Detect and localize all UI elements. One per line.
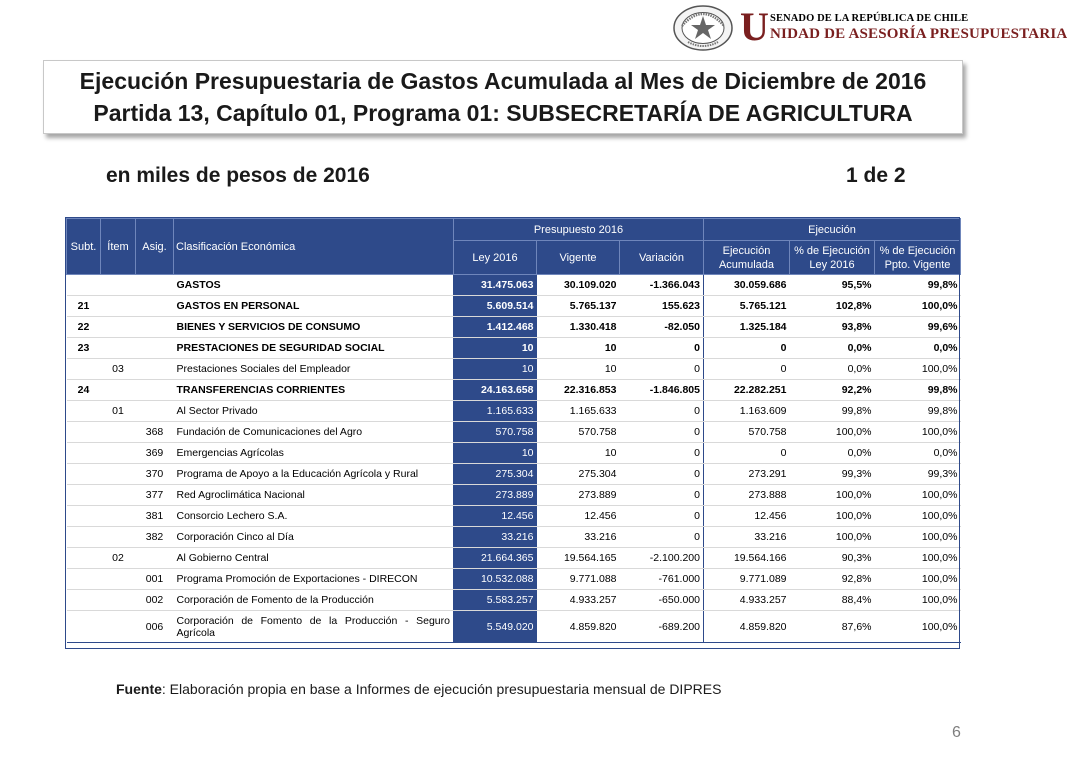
- cell-ley: 33.216: [454, 527, 537, 548]
- table-row: [67, 317, 961, 338]
- cell-vigente: 1.165.633: [537, 401, 620, 422]
- cell-variacion: 0: [620, 485, 704, 506]
- cell-clasificacion: Consorcio Lechero S.A.: [174, 506, 454, 527]
- cell-ejecucion: 12.456: [704, 506, 790, 527]
- cell-clasificacion: Fundación de Comunicaciones del Agro: [174, 422, 454, 443]
- cell-item: [101, 275, 136, 296]
- cell-pct-ley: 100,0%: [790, 422, 875, 443]
- cell-ley: 5.583.257: [454, 590, 537, 611]
- cell-ejecucion: 570.758: [704, 422, 790, 443]
- cell-variacion: -761.000: [620, 569, 704, 590]
- cell-asig: [136, 317, 174, 338]
- cell-subt: [67, 275, 101, 296]
- cell-subt: [67, 548, 101, 569]
- cell-pct-ley: 87,6%: [790, 611, 875, 643]
- cell-pct-vigente: 100,0%: [875, 296, 961, 317]
- page-number: 6: [952, 724, 961, 741]
- col-header-subt: Subt.: [67, 219, 101, 275]
- cell-asig: [136, 401, 174, 422]
- col-header-ejecucion-acumulada: Ejecución Acumulada: [704, 241, 790, 275]
- title-box: [43, 60, 963, 134]
- cell-pct-ley: 100,0%: [790, 527, 875, 548]
- cell-vigente: 19.564.165: [537, 548, 620, 569]
- cell-variacion: 0: [620, 506, 704, 527]
- table-body: [67, 275, 961, 643]
- cell-ley: 5.609.514: [454, 296, 537, 317]
- cell-subt: [67, 443, 101, 464]
- col-header-asig: Asig.: [136, 219, 174, 275]
- cell-clasificacion: GASTOS: [174, 275, 454, 296]
- cell-clasificacion: Programa Promoción de Exportaciones - DIRECON: [174, 569, 454, 590]
- table-row: [67, 548, 961, 569]
- cell-ley: 273.889: [454, 485, 537, 506]
- cell-clasificacion: Corporación de Fomento de la Producción - Seguro Agrícola: [174, 611, 454, 643]
- cell-pct-ley: 93,8%: [790, 317, 875, 338]
- cell-ejecucion: 273.291: [704, 464, 790, 485]
- cell-vigente: 30.109.020: [537, 275, 620, 296]
- cell-ejecucion: 273.888: [704, 485, 790, 506]
- senate-seal-icon: [672, 4, 734, 52]
- cell-variacion: 0: [620, 464, 704, 485]
- cell-subt: [67, 359, 101, 380]
- cell-variacion: -1.366.043: [620, 275, 704, 296]
- logo-letter: U: [740, 4, 769, 49]
- cell-variacion: 0: [620, 443, 704, 464]
- cell-pct-ley: 0,0%: [790, 338, 875, 359]
- cell-ejecucion: 19.564.166: [704, 548, 790, 569]
- cell-pct-vigente: 100,0%: [875, 611, 961, 643]
- group-header-ejecucion: Ejecución: [704, 219, 961, 241]
- cell-asig: 381: [136, 506, 174, 527]
- cell-pct-ley: 100,0%: [790, 485, 875, 506]
- group-header-presupuesto: Presupuesto 2016: [454, 219, 704, 241]
- table-row: [67, 506, 961, 527]
- cell-ley: 1.412.468: [454, 317, 537, 338]
- cell-vigente: 9.771.088: [537, 569, 620, 590]
- cell-pct-vigente: 100,0%: [875, 485, 961, 506]
- cell-pct-ley: 102,8%: [790, 296, 875, 317]
- cell-ejecucion: 0: [704, 359, 790, 380]
- cell-vigente: 10: [537, 443, 620, 464]
- cell-variacion: -82.050: [620, 317, 704, 338]
- cell-clasificacion: Al Gobierno Central: [174, 548, 454, 569]
- cell-variacion: -2.100.200: [620, 548, 704, 569]
- cell-ejecucion: 4.933.257: [704, 590, 790, 611]
- cell-ley: 1.165.633: [454, 401, 537, 422]
- cell-item: [101, 296, 136, 317]
- cell-item: [101, 569, 136, 590]
- cell-pct-vigente: 100,0%: [875, 527, 961, 548]
- col-header-clasificacion: Clasificación Económica: [174, 219, 454, 275]
- cell-asig: 006: [136, 611, 174, 643]
- table-row: [67, 485, 961, 506]
- cell-item: [101, 611, 136, 643]
- cell-subt: 24: [67, 380, 101, 401]
- cell-item: [101, 317, 136, 338]
- page-of-label: 1 de 2: [846, 164, 906, 187]
- cell-item: [101, 380, 136, 401]
- table-row: [67, 380, 961, 401]
- cell-clasificacion: Red Agroclimática Nacional: [174, 485, 454, 506]
- cell-clasificacion: Programa de Apoyo a la Educación Agrícola y Rural: [174, 464, 454, 485]
- cell-asig: 369: [136, 443, 174, 464]
- cell-ley: 5.549.020: [454, 611, 537, 643]
- cell-pct-vigente: 100,0%: [875, 590, 961, 611]
- cell-ejecucion: 33.216: [704, 527, 790, 548]
- logo-unit-text: NIDAD DE ASESORÍA PRESUPUESTARIA: [770, 26, 1067, 42]
- table-row: [67, 275, 961, 296]
- cell-ley: 24.163.658: [454, 380, 537, 401]
- table-row: [67, 422, 961, 443]
- title-line-1: Ejecución Presupuestaria de Gastos Acumulada al Mes de Diciembre de 2016: [79, 68, 927, 94]
- cell-pct-vigente: 99,8%: [875, 380, 961, 401]
- cell-item: [101, 443, 136, 464]
- source-note: [116, 681, 721, 697]
- col-header-vigente: Vigente: [537, 241, 620, 275]
- cell-ejecucion: 30.059.686: [704, 275, 790, 296]
- cell-clasificacion: Corporación Cinco al Día: [174, 527, 454, 548]
- cell-item: 03: [101, 359, 136, 380]
- cell-vigente: 22.316.853: [537, 380, 620, 401]
- cell-subt: [67, 401, 101, 422]
- cell-variacion: 0: [620, 338, 704, 359]
- cell-item: 01: [101, 401, 136, 422]
- cell-ley: 10: [454, 443, 537, 464]
- cell-asig: [136, 548, 174, 569]
- cell-pct-ley: 99,8%: [790, 401, 875, 422]
- cell-variacion: 0: [620, 401, 704, 422]
- cell-vigente: 1.330.418: [537, 317, 620, 338]
- cell-variacion: 155.623: [620, 296, 704, 317]
- cell-vigente: 33.216: [537, 527, 620, 548]
- cell-pct-ley: 0,0%: [790, 359, 875, 380]
- cell-clasificacion: Corporación de Fomento de la Producción: [174, 590, 454, 611]
- cell-ejecucion: 1.325.184: [704, 317, 790, 338]
- cell-subt: [67, 611, 101, 643]
- cell-asig: 382: [136, 527, 174, 548]
- cell-subt: [67, 527, 101, 548]
- cell-vigente: 275.304: [537, 464, 620, 485]
- table-row: [67, 443, 961, 464]
- cell-pct-vigente: 99,8%: [875, 275, 961, 296]
- cell-clasificacion: PRESTACIONES DE SEGURIDAD SOCIAL: [174, 338, 454, 359]
- col-header-pct-ley: % de Ejecución Ley 2016: [790, 241, 875, 275]
- cell-pct-vigente: 100,0%: [875, 548, 961, 569]
- cell-pct-ley: 0,0%: [790, 443, 875, 464]
- cell-pct-vigente: 0,0%: [875, 338, 961, 359]
- cell-item: [101, 338, 136, 359]
- cell-item: 02: [101, 548, 136, 569]
- cell-vigente: 273.889: [537, 485, 620, 506]
- cell-pct-vigente: 100,0%: [875, 422, 961, 443]
- cell-vigente: 4.933.257: [537, 590, 620, 611]
- cell-item: [101, 422, 136, 443]
- col-header-ley: Ley 2016: [454, 241, 537, 275]
- col-header-item: Ítem: [101, 219, 136, 275]
- cell-variacion: -650.000: [620, 590, 704, 611]
- cell-vigente: 4.859.820: [537, 611, 620, 643]
- header-logo: [672, 4, 1067, 52]
- source-text: : Elaboración propia en base a Informes de ejecución presupuestaria mensual de DIPRES: [161, 681, 722, 697]
- cell-ejecucion: 5.765.121: [704, 296, 790, 317]
- cell-pct-ley: 92,2%: [790, 380, 875, 401]
- cell-asig: [136, 380, 174, 401]
- cell-ejecucion: 0: [704, 338, 790, 359]
- cell-asig: 377: [136, 485, 174, 506]
- cell-pct-vigente: 99,3%: [875, 464, 961, 485]
- cell-item: [101, 527, 136, 548]
- logo-senate-text: SENADO DE LA REPÚBLICA DE CHILE: [770, 13, 969, 24]
- cell-subt: [67, 569, 101, 590]
- cell-item: [101, 590, 136, 611]
- cell-variacion: -1.846.805: [620, 380, 704, 401]
- source-label: Fuente: [116, 681, 162, 697]
- col-header-variacion: Variación: [620, 241, 704, 275]
- cell-asig: 370: [136, 464, 174, 485]
- table-row: [67, 569, 961, 590]
- cell-ley: 12.456: [454, 506, 537, 527]
- cell-ley: 570.758: [454, 422, 537, 443]
- cell-pct-ley: 99,3%: [790, 464, 875, 485]
- cell-subt: [67, 464, 101, 485]
- cell-pct-ley: 90,3%: [790, 548, 875, 569]
- cell-asig: [136, 338, 174, 359]
- table-row: [67, 401, 961, 422]
- cell-variacion: -689.200: [620, 611, 704, 643]
- cell-asig: 002: [136, 590, 174, 611]
- cell-variacion: 0: [620, 422, 704, 443]
- cell-pct-vigente: 100,0%: [875, 506, 961, 527]
- cell-vigente: 12.456: [537, 506, 620, 527]
- cell-pct-ley: 100,0%: [790, 506, 875, 527]
- table-row: [67, 590, 961, 611]
- cell-subt: 23: [67, 338, 101, 359]
- cell-subt: 22: [67, 317, 101, 338]
- cell-asig: 368: [136, 422, 174, 443]
- cell-pct-vigente: 99,8%: [875, 401, 961, 422]
- cell-clasificacion: Al Sector Privado: [174, 401, 454, 422]
- cell-subt: [67, 485, 101, 506]
- cell-ley: 10.532.088: [454, 569, 537, 590]
- cell-ley: 31.475.063: [454, 275, 537, 296]
- cell-pct-ley: 95,5%: [790, 275, 875, 296]
- cell-vigente: 10: [537, 338, 620, 359]
- cell-pct-ley: 92,8%: [790, 569, 875, 590]
- cell-asig: [136, 359, 174, 380]
- cell-item: [101, 506, 136, 527]
- table-row: [67, 464, 961, 485]
- cell-pct-vigente: 0,0%: [875, 443, 961, 464]
- cell-ejecucion: 22.282.251: [704, 380, 790, 401]
- cell-asig: 001: [136, 569, 174, 590]
- cell-ley: 21.664.365: [454, 548, 537, 569]
- cell-ejecucion: 9.771.089: [704, 569, 790, 590]
- cell-vigente: 570.758: [537, 422, 620, 443]
- cell-pct-vigente: 100,0%: [875, 569, 961, 590]
- cell-pct-ley: 88,4%: [790, 590, 875, 611]
- cell-ley: 10: [454, 338, 537, 359]
- cell-subt: [67, 590, 101, 611]
- cell-clasificacion: BIENES Y SERVICIOS DE CONSUMO: [174, 317, 454, 338]
- cell-variacion: 0: [620, 527, 704, 548]
- table-row: [67, 338, 961, 359]
- table-row: [67, 611, 961, 643]
- cell-subt: [67, 506, 101, 527]
- cell-ejecucion: 1.163.609: [704, 401, 790, 422]
- table-row: [67, 296, 961, 317]
- cell-variacion: 0: [620, 359, 704, 380]
- cell-ejecucion: 0: [704, 443, 790, 464]
- cell-clasificacion: Emergencias Agrícolas: [174, 443, 454, 464]
- cell-asig: [136, 296, 174, 317]
- cell-vigente: 5.765.137: [537, 296, 620, 317]
- cell-ley: 10: [454, 359, 537, 380]
- cell-clasificacion: TRANSFERENCIAS CORRIENTES: [174, 380, 454, 401]
- col-header-pct-vigente: % de Ejecución Ppto. Vigente: [875, 241, 961, 275]
- cell-item: [101, 464, 136, 485]
- cell-item: [101, 485, 136, 506]
- budget-table: [66, 218, 961, 643]
- cell-ejecucion: 4.859.820: [704, 611, 790, 643]
- cell-clasificacion: GASTOS EN PERSONAL: [174, 296, 454, 317]
- table-row: [67, 359, 961, 380]
- units-label: en miles de pesos de 2016: [106, 164, 370, 187]
- cell-clasificacion: Prestaciones Sociales del Empleador: [174, 359, 454, 380]
- table-row: [67, 527, 961, 548]
- cell-vigente: 10: [537, 359, 620, 380]
- cell-subt: 21: [67, 296, 101, 317]
- cell-pct-vigente: 99,6%: [875, 317, 961, 338]
- cell-pct-vigente: 100,0%: [875, 359, 961, 380]
- title-line-2: Partida 13, Capítulo 01, Programa 01: SUBSECRETARÍA DE AGRICULTURA: [93, 100, 913, 126]
- cell-ley: 275.304: [454, 464, 537, 485]
- cell-asig: [136, 275, 174, 296]
- cell-subt: [67, 422, 101, 443]
